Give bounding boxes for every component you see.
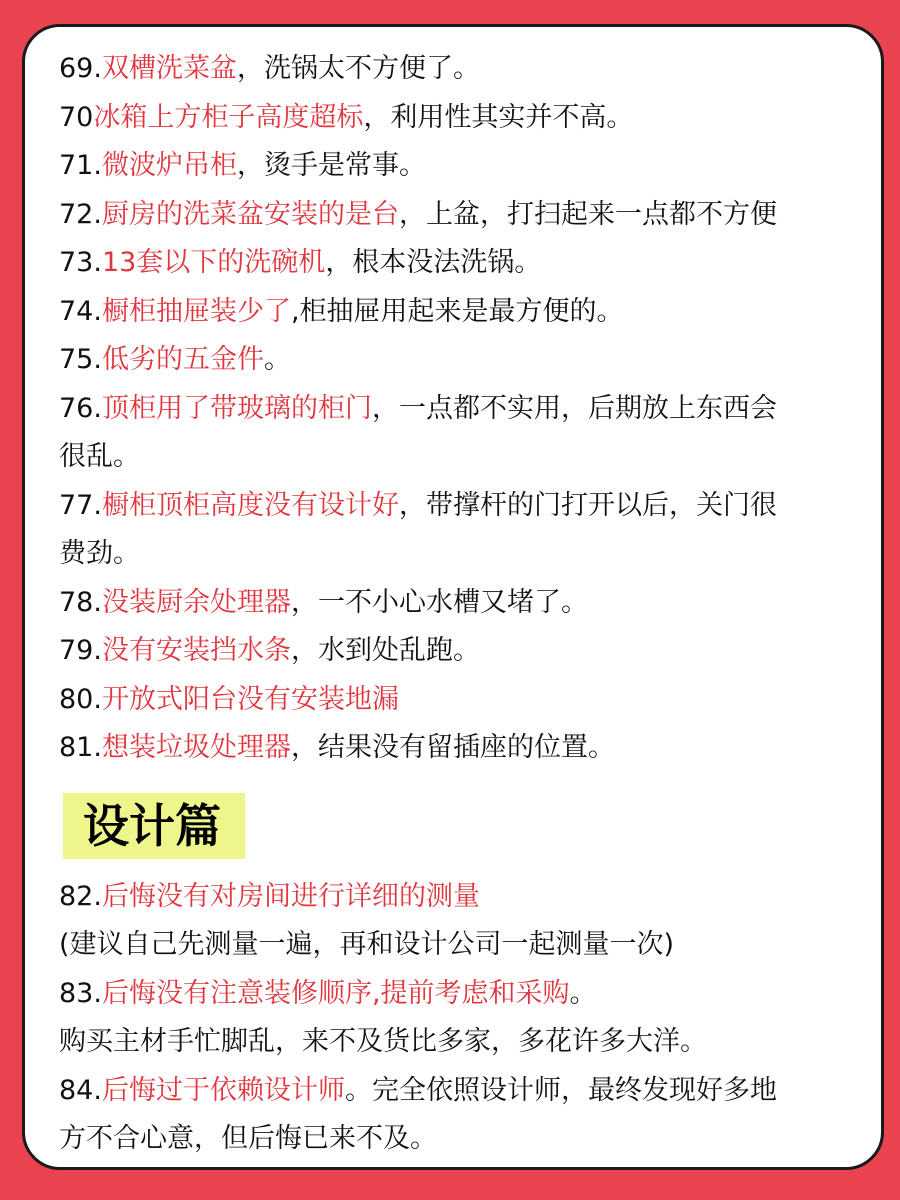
list-item — [59, 45, 855, 94]
list-item — [59, 433, 855, 482]
item-highlight: 没装厨余处理器 — [101, 586, 291, 618]
item-text: 费劲。 — [59, 538, 140, 569]
item-highlight: 后悔没有对房间进行详细的测量 — [101, 880, 480, 912]
item-highlight: 顶柜用了带玻璃的柜门 — [101, 392, 372, 424]
item-text: ，水到处乱跑。 — [290, 635, 480, 666]
list-item — [59, 385, 855, 434]
item-number: 73. — [59, 247, 102, 278]
item-text: ，烫手是常事。 — [236, 150, 426, 181]
list-item — [59, 239, 855, 288]
list-kitchen — [59, 45, 855, 773]
item-text: ，结果没有留插座的位置。 — [290, 732, 615, 763]
item-highlight: 后悔没有注意装修顺序,提前考虑和采购 — [101, 977, 570, 1009]
list-item — [59, 724, 855, 773]
list-item — [59, 1018, 855, 1067]
item-number: 71. — [59, 150, 102, 181]
item-number: 84. — [59, 1074, 102, 1106]
item-text: ，一不小心水槽又堵了。 — [290, 586, 588, 618]
item-number: 82. — [59, 880, 102, 912]
list-item — [59, 94, 855, 143]
item-number: 79. — [59, 635, 102, 666]
item-highlight: 低劣的五金件 — [101, 344, 264, 375]
item-highlight: 13套以下的洗碗机 — [101, 247, 326, 278]
item-number: 77. — [59, 489, 102, 521]
item-highlight: 冰箱上方柜子高度超标 — [93, 101, 364, 133]
item-highlight: 开放式阳台没有安装地漏 — [101, 683, 399, 715]
item-highlight: 橱柜顶柜高度没有设计好 — [101, 489, 399, 521]
item-number: 80. — [59, 683, 102, 715]
item-text: 很乱。 — [59, 441, 140, 472]
item-number: 75. — [59, 344, 102, 375]
item-text: 购买主材手忙脚乱，来不及货比多家，多花许多大洋。 — [59, 1026, 707, 1057]
list-item — [59, 1067, 855, 1116]
item-highlight: 想装垃圾处理器 — [101, 732, 291, 763]
item-text: ，带撑杆的门打开以后，关门很 — [398, 489, 777, 521]
list-item — [59, 579, 855, 628]
list-item — [59, 676, 855, 725]
item-text: 方不合心意，但后悔已来不及。 — [59, 1123, 437, 1154]
item-number: 81. — [59, 732, 102, 763]
item-highlight: 橱柜抽屉装少了 — [101, 295, 291, 327]
list-item — [59, 921, 855, 970]
section-heading — [59, 793, 855, 859]
content-body — [59, 45, 855, 1164]
list-item — [59, 530, 855, 579]
list-item — [59, 873, 855, 922]
item-highlight: 没有安装挡水条 — [101, 635, 291, 666]
content-card — [22, 24, 884, 1170]
item-text: ，上盆，打扫起来一点都不方便 — [398, 198, 777, 230]
item-text: ，一点都不实用，后期放上东西会 — [371, 392, 777, 424]
section-title: 设计篇 — [63, 793, 245, 859]
list-item — [59, 1115, 855, 1164]
item-text: (建议自己先测量一遍，再和设计公司一起测量一次) — [59, 929, 675, 960]
list-item — [59, 191, 855, 240]
item-text: 。完全依照设计师，最终发现好多地 — [344, 1074, 777, 1106]
list-item — [59, 970, 855, 1019]
item-text: ，洗锅太不方便了。 — [236, 53, 480, 84]
list-item — [59, 288, 855, 337]
item-number: 83. — [59, 977, 102, 1009]
item-text: 。 — [569, 977, 597, 1009]
list-item — [59, 336, 855, 385]
item-number: 70 — [59, 101, 94, 133]
list-design — [59, 873, 855, 1164]
item-number: 74. — [59, 295, 102, 327]
item-text: ,柜抽屉用起来是最方便的。 — [290, 295, 624, 327]
list-item — [59, 627, 855, 676]
item-text: 。 — [263, 344, 291, 375]
item-number: 76. — [59, 392, 102, 424]
item-number: 69. — [59, 53, 102, 84]
list-item — [59, 482, 855, 531]
list-item — [59, 142, 855, 191]
item-highlight: 后悔过于依赖设计师 — [101, 1074, 345, 1106]
item-highlight: 双槽洗菜盆 — [101, 53, 237, 84]
item-text: ，根本没法洗锅。 — [325, 247, 542, 278]
item-number: 72. — [59, 198, 102, 230]
item-highlight: 微波炉吊柜 — [101, 150, 237, 181]
item-number: 78. — [59, 586, 102, 618]
item-highlight: 厨房的洗菜盆安装的是台 — [101, 198, 399, 230]
item-text: ，利用性其实并不高。 — [363, 101, 634, 133]
